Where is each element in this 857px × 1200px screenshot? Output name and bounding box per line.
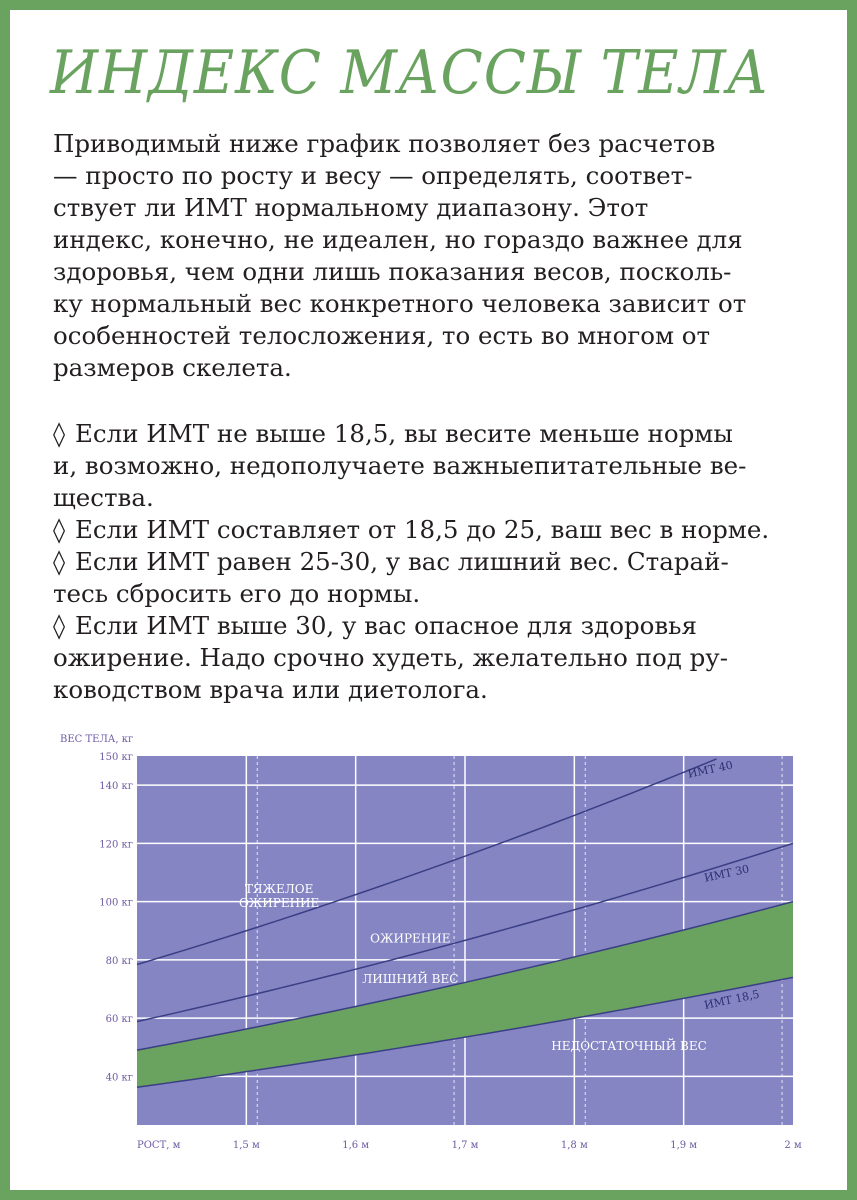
page-title: ИНДЕКС МАССЫ ТЕЛА <box>50 38 770 108</box>
intro-line: ствует ли ИМТ нормальному диапазону. Этот <box>53 193 649 222</box>
intro-line: индекс, конечно, не идеален, но гораздо важнее для <box>53 225 743 254</box>
bullet-line: щества. <box>53 483 154 512</box>
bullet-line: Если ИМТ равен 25-30, у вас лишний вес. Старай- <box>75 547 729 576</box>
bullet-line: ководством врача или диетолога. <box>53 675 488 704</box>
intro-line: Приводимый ниже график позволяет без расчетов <box>53 129 716 158</box>
region-label: ОЖИРЕНИЕ <box>370 931 451 946</box>
bullet-line: тесь сбросить его до нормы. <box>53 579 421 608</box>
y-tick-label: 60 кг <box>105 1014 133 1026</box>
bullet-line: Если ИМТ выше 30, у вас опасное для здоровья <box>75 611 697 640</box>
intro-line: особенностей телосложения, то есть во многом от <box>53 321 711 350</box>
y-tick-label: 100 кг <box>99 897 133 909</box>
x-tick-label: 1,5 м <box>232 1140 260 1151</box>
diamond-icon: ◊ <box>53 515 66 544</box>
y-axis-title: ВЕС ТЕЛА, кг <box>60 734 134 745</box>
bullet-line: и, возможно, недополучаете важныепитательные ве- <box>53 451 747 480</box>
intro-line: размеров скелета. <box>53 353 292 382</box>
region-label: ЛИШНИЙ ВЕС <box>362 972 459 987</box>
y-tick-label: 80 кг <box>105 955 133 967</box>
bullet-line: Если ИМТ составляет от 18,5 до 25, ваш вес в норме. <box>75 515 770 544</box>
y-tick-label: 150 кг <box>99 752 133 763</box>
bullet-line: Если ИМТ не выше 18,5, вы весите меньше нормы <box>75 419 733 448</box>
x-axis-title: РОСТ, м <box>137 1140 181 1151</box>
x-tick-label: 1,7 м <box>451 1140 479 1151</box>
bullet-line: ожирение. Надо срочно худеть, желательно под ру- <box>53 643 728 672</box>
x-tick-label: 1,8 м <box>560 1140 588 1151</box>
bmi-line-label: ИМТ 30 <box>702 862 751 885</box>
region-label: НЕДОСТАТОЧНЫЙ ВЕС <box>551 1039 707 1054</box>
intro-line: ку нормальный вес конкретного человека зависит от <box>53 289 747 318</box>
y-tick-label: 40 кг <box>105 1072 133 1084</box>
x-tick-label: 2 м <box>784 1140 802 1151</box>
bmi-line-label: ИМТ 40 <box>686 758 734 781</box>
bmi-line-label: ИМТ 18,5 <box>702 987 761 1012</box>
diamond-icon: ◊ <box>53 547 66 576</box>
diamond-icon: ◊ <box>53 419 66 448</box>
x-tick-label: 1,9 м <box>670 1140 698 1151</box>
intro-line: — просто по росту и весу — определять, соответ- <box>53 161 693 190</box>
region-label: ОЖИРЕНИЕ <box>238 895 320 910</box>
region-label: ТЯЖЕЛОЕ <box>244 881 314 896</box>
intro-line: здоровья, чем одни лишь показания весов, посколь- <box>53 257 732 286</box>
diamond-icon: ◊ <box>53 611 66 640</box>
y-tick-label: 140 кг <box>99 781 133 793</box>
y-tick-label: 120 кг <box>99 839 133 851</box>
x-tick-label: 1,6 м <box>342 1140 370 1151</box>
